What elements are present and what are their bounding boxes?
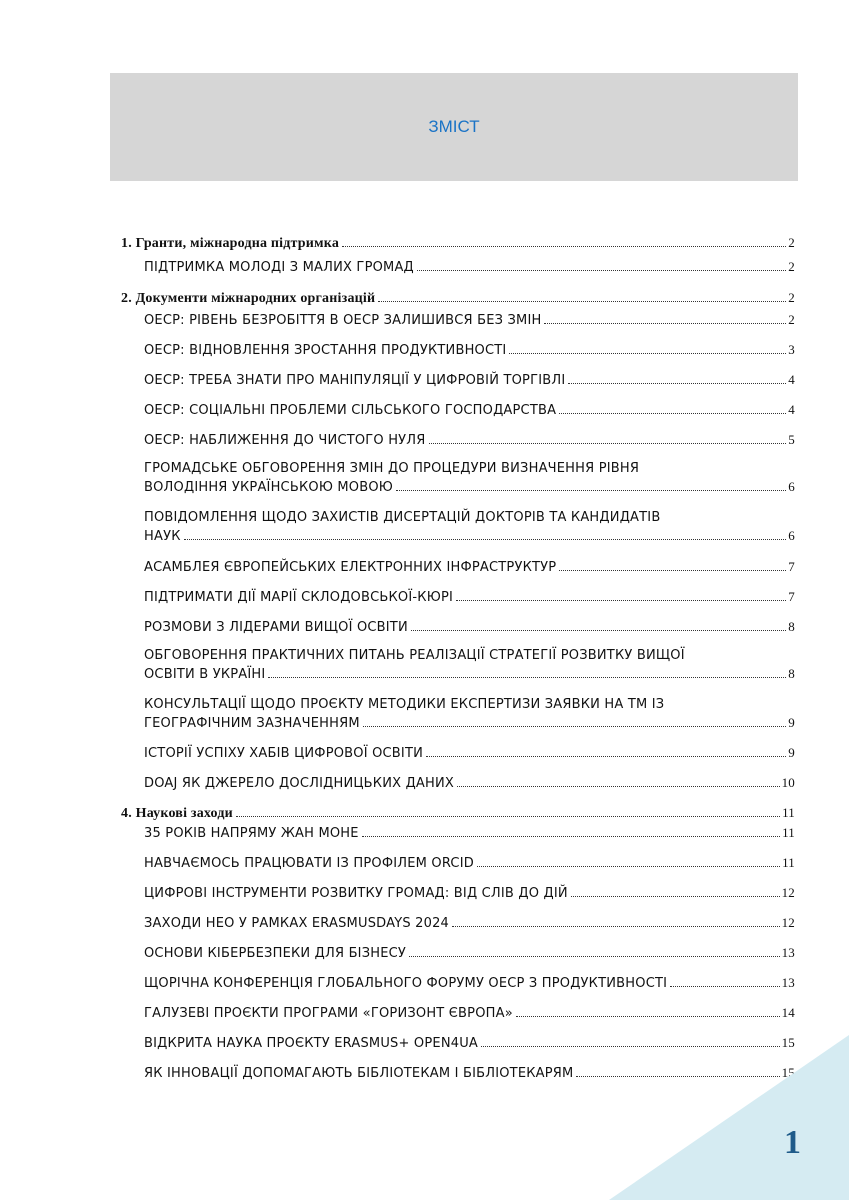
dot-leader (184, 539, 787, 540)
toc-label: ЦИФРОВІ ІНСТРУМЕНТИ РОЗВИТКУ ГРОМАД: ВІД СЛІВ ДО ДІЙ (144, 886, 568, 901)
toc-entry[interactable] (121, 558, 795, 577)
dot-leader (378, 301, 786, 302)
dot-leader (342, 246, 786, 247)
toc-entry[interactable] (121, 1004, 795, 1023)
toc-page: 12 (781, 885, 795, 900)
toc-label: 35 РОКІВ НАПРЯМУ ЖАН МОНЕ (144, 826, 359, 841)
dot-leader (362, 836, 780, 837)
toc-entry-line2 (121, 478, 795, 497)
toc-entry-line2 (121, 527, 795, 546)
toc-entry[interactable] (121, 884, 795, 903)
toc-entry[interactable] (121, 824, 795, 843)
toc-entry[interactable] (121, 914, 795, 933)
toc-label: 1. Гранти, міжнародна підтримка (121, 236, 340, 251)
toc-label: ОЕСР: ТРЕБА ЗНАТИ ПРО МАНІПУЛЯЦІЇ У ЦИФРОВІЙ ТОРГІВЛІ (144, 373, 566, 388)
toc-page: 15 (781, 1035, 795, 1050)
toc-label: ОЕСР: ВІДНОВЛЕННЯ ЗРОСТАННЯ ПРОДУКТИВНОСТІ (144, 343, 507, 358)
corner-decoration (609, 1035, 849, 1200)
toc-entry[interactable] (121, 618, 795, 637)
dot-leader (559, 413, 786, 414)
toc-page: 2 (788, 259, 795, 274)
dot-leader (236, 816, 780, 817)
toc-label: 4. Наукові заходи (121, 806, 233, 821)
toc-entry[interactable] (121, 974, 795, 993)
toc-entry[interactable] (121, 774, 795, 793)
toc-entry-multiline[interactable] (121, 647, 795, 684)
toc-page: 6 (788, 479, 795, 494)
toc-page: 9 (788, 745, 795, 760)
toc-page: 2 (788, 235, 795, 250)
toc-entry[interactable] (121, 371, 795, 390)
toc-label: ВІДКРИТА НАУКА ПРОЄКТУ ERASMUS+ OPEN4UA (144, 1036, 479, 1051)
toc-page: 3 (788, 342, 795, 357)
toc-page: 2 (788, 312, 795, 327)
toc-entry-multiline[interactable] (121, 509, 795, 546)
toc-entry-multiline[interactable] (121, 696, 795, 733)
toc-label: ІСТОРІЇ УСПІХУ ХАБІВ ЦИФРОВОЇ ОСВІТИ (144, 746, 424, 761)
toc-label-line1: ОБГОВОРЕННЯ ПРАКТИЧНИХ ПИТАНЬ РЕАЛІЗАЦІЇ СТРАТЕГІЇ РОЗВИТКУ ВИЩОЇ (144, 648, 685, 663)
toc-page: 6 (788, 528, 795, 543)
header-band (110, 73, 798, 181)
toc-section-events[interactable] (121, 804, 795, 823)
toc-label: ГАЛУЗЕВІ ПРОЄКТИ ПРОГРАМИ «ГОРИЗОНТ ЄВРОПА» (144, 1006, 513, 1021)
toc-label-line2: ОСВІТИ В УКРАЇНІ (144, 667, 266, 682)
toc-page: 13 (781, 975, 795, 990)
toc-label: АСАМБЛЕЯ ЄВРОПЕЙСЬКИХ ЕЛЕКТРОННИХ ІНФРАСТРУКТУР (144, 560, 557, 575)
toc-page: 12 (781, 915, 795, 930)
toc-label: ЯК ІННОВАЦІЇ ДОПОМАГАЮТЬ БІБЛІОТЕКАМ І БІБЛІОТЕКАРЯМ (144, 1066, 574, 1081)
toc-page: 9 (788, 715, 795, 730)
dot-leader (456, 600, 786, 601)
toc-entry[interactable] (121, 311, 795, 330)
dot-leader (363, 726, 787, 727)
toc-label: ОЕСР: РІВЕНЬ БЕЗРОБІТТЯ В ОЕСР ЗАЛИШИВСЯ БЕЗ ЗМІН (144, 313, 542, 328)
toc-label: ПІДТРИМКА МОЛОДІ З МАЛИХ ГРОМАД (144, 260, 414, 275)
toc-label-line2: ГЕОГРАФІЧНИМ ЗАЗНАЧЕННЯМ (144, 716, 360, 731)
toc-label: ОЕСР: СОЦІАЛЬНІ ПРОБЛЕМИ СІЛЬСЬКОГО ГОСПОДАРСТВА (144, 403, 557, 418)
toc-page: 11 (782, 855, 795, 870)
table-of-contents (121, 230, 795, 1083)
dot-leader (409, 956, 780, 957)
toc-entry[interactable] (121, 258, 795, 277)
toc-label: ЗАХОДИ НЕО У РАМКАХ ERASMUSDAYS 2024 (144, 916, 450, 931)
dot-leader (396, 490, 786, 491)
dot-leader (509, 353, 786, 354)
toc-label: 2. Документи міжнародних організацій (121, 291, 376, 306)
toc-page: 10 (781, 775, 795, 790)
toc-label-line1: ГРОМАДСЬКЕ ОБГОВОРЕННЯ ЗМІН ДО ПРОЦЕДУРИ ВИЗНАЧЕННЯ РІВНЯ (144, 461, 640, 476)
toc-label-line1: КОНСУЛЬТАЦІЇ ЩОДО ПРОЄКТУ МЕТОДИКИ ЕКСПЕРТИЗИ ЗАЯВКИ НА ТМ ІЗ (144, 697, 665, 712)
toc-label: DOAJ ЯК ДЖЕРЕЛО ДОСЛІДНИЦЬКИХ ДАНИХ (144, 776, 455, 791)
dot-leader (568, 383, 786, 384)
toc-page: 8 (788, 666, 795, 681)
dot-leader (429, 443, 787, 444)
toc-label: РОЗМОВИ З ЛІДЕРАМИ ВИЩОЇ ОСВІТИ (144, 620, 408, 635)
toc-label: ОСНОВИ КІБЕРБЕЗПЕКИ ДЛЯ БІЗНЕСУ (144, 946, 407, 961)
toc-page: 7 (788, 589, 795, 604)
dot-leader (452, 926, 780, 927)
toc-entry[interactable] (121, 744, 795, 763)
dot-leader (417, 270, 786, 271)
toc-page: 5 (788, 432, 795, 447)
page-title: ЗМІСТ (428, 117, 480, 136)
toc-page: 4 (788, 372, 795, 387)
toc-entry[interactable] (121, 401, 795, 420)
toc-page: 14 (781, 1005, 795, 1020)
dot-leader (426, 756, 786, 757)
toc-section-documents[interactable] (121, 289, 795, 308)
toc-label-line2: ВОЛОДІННЯ УКРАЇНСЬКОЮ МОВОЮ (144, 480, 394, 495)
toc-label: ЩОРІЧНА КОНФЕРЕНЦІЯ ГЛОБАЛЬНОГО ФОРУМУ ОЕСР З ПРОДУКТИВНОСТІ (144, 976, 668, 991)
toc-section-grants[interactable] (121, 234, 795, 253)
toc-page: 15 (781, 1065, 795, 1080)
dot-leader (477, 866, 780, 867)
dot-leader (457, 786, 780, 787)
page-number: 1 (784, 1124, 801, 1161)
toc-label: НАВЧАЄМОСЬ ПРАЦЮВАТИ ІЗ ПРОФІЛЕМ ORCID (144, 856, 474, 871)
toc-entry[interactable] (121, 854, 795, 873)
toc-entry-line2 (121, 665, 795, 684)
toc-page: 11 (782, 825, 795, 840)
dot-leader (411, 630, 786, 631)
toc-page: 2 (788, 290, 795, 305)
toc-entry[interactable] (121, 588, 795, 607)
toc-label-line2: НАУК (144, 529, 181, 544)
dot-leader (544, 323, 786, 324)
toc-label: ПІДТРИМАТИ ДІЇ МАРІЇ СКЛОДОВСЬКОЇ-КЮРІ (144, 590, 454, 605)
toc-entry-line2 (121, 714, 795, 733)
toc-page: 13 (781, 945, 795, 960)
toc-page: 4 (788, 402, 795, 417)
dot-leader (559, 570, 786, 571)
toc-entry[interactable] (121, 341, 795, 360)
toc-entry-multiline[interactable] (121, 460, 795, 497)
toc-entry[interactable] (121, 431, 795, 450)
toc-page: 7 (788, 559, 795, 574)
dot-leader (571, 896, 780, 897)
toc-page: 8 (788, 619, 795, 634)
dot-leader (268, 677, 786, 678)
toc-page: 11 (782, 805, 795, 820)
toc-label: ОЕСР: НАБЛИЖЕННЯ ДО ЧИСТОГО НУЛЯ (144, 433, 426, 448)
dot-leader (516, 1016, 780, 1017)
toc-label-line1: ПОВІДОМЛЕННЯ ЩОДО ЗАХИСТІВ ДИСЕРТАЦІЙ ДОКТОРІВ ТА КАНДИДАТІВ (144, 510, 661, 525)
dot-leader (670, 986, 779, 987)
toc-entry[interactable] (121, 944, 795, 963)
